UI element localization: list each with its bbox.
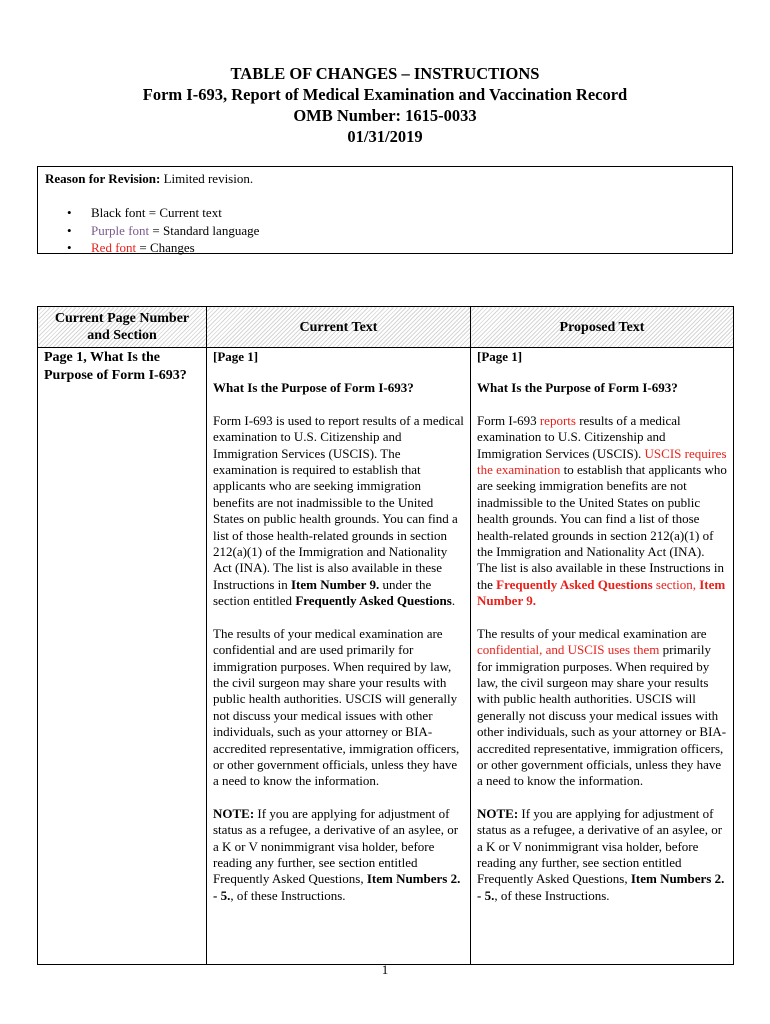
proposed-note — [477, 806, 727, 904]
current-note-label: NOTE: — [213, 805, 255, 821]
proposed-note-text: If you are applying for adjustment of status as a refugee, a derivative of an asylee, or a K or V nonimmigrant visa holder, before reading any further, see section entitled Frequently Asked Questions, — [477, 805, 723, 887]
proposed-p1-faq-ref: Frequently Asked Questions — [496, 576, 653, 592]
page-number: 1 — [381, 962, 389, 977]
current-p1-end: . — [451, 593, 456, 609]
proposed-text-cell — [471, 348, 734, 965]
proposed-p1-c: to establish that applicants who are seeking immigration benefits are not inadmissible to the United States on public health grounds. You can find a list of those health-related grounds in section 212(a)(1) of the Immigration and Nationality Act (INA). The list is also available in these Instructions in the — [477, 462, 727, 592]
column-header-proposed: Proposed Text — [471, 307, 734, 348]
header-title: TABLE OF CHANGES – INSTRUCTIONS — [230, 64, 540, 83]
proposed-p2-change: confidential, and USCIS uses them — [477, 642, 660, 658]
legend-item-red — [45, 239, 725, 257]
bullet-icon: • — [67, 240, 72, 255]
proposed-p1-b: results of a medical examination to U.S. Citizenship and Immigration Services (USCIS). — [477, 412, 681, 461]
column-header-current: Current Text — [207, 307, 471, 348]
current-p1-faq-ref: Frequently Asked Questions — [295, 593, 452, 609]
proposed-note-item-ref: Item Numbers 2. - 5. — [477, 871, 725, 903]
current-text-cell — [207, 348, 471, 965]
proposed-page-ref: [Page 1] — [477, 349, 523, 364]
proposed-p1-change-2: USCIS requires the examination — [477, 445, 727, 478]
legend-purple-desc: = Standard language — [149, 222, 260, 238]
current-note — [213, 806, 464, 904]
legend-red-desc: = Changes — [136, 240, 195, 255]
section-cell: Page 1, What Is the Purpose of Form I-693? — [38, 348, 207, 965]
proposed-note-label: NOTE: — [477, 805, 519, 821]
legend-red-label: Red font — [91, 240, 137, 255]
proposed-paragraph-1 — [477, 413, 727, 610]
reason-for-revision-box — [37, 166, 733, 254]
current-paragraph-1 — [213, 413, 464, 610]
current-page-ref: [Page 1] — [213, 349, 259, 364]
proposed-p1-a: Form I-693 — [477, 412, 540, 428]
legend-item-purple — [45, 222, 725, 240]
current-note-end: , of these Instructions. — [230, 887, 346, 903]
table-row — [38, 348, 734, 965]
font-legend — [45, 204, 725, 257]
legend-black-desc: = Current text — [145, 205, 222, 220]
current-p1-text: Form I-693 is used to report results of a medical examination to U.S. Citizenship and Immigration Services (USCIS). The examination is required to establish that applicants who are seeking immigration benefits are not inadmissible to the United States on public health grounds. You can find a list of those health-related grounds in section 212(a)(1) of the Immigration and Nationality Act (INA). The list is also available in these Instructions in — [213, 412, 464, 592]
column-header-section: Current Page Number and Section — [38, 307, 207, 348]
legend-purple-label: Purple font — [91, 222, 150, 238]
current-question: What Is the Purpose of Form I-693? — [213, 380, 414, 396]
proposed-p1-change-1: reports — [539, 412, 576, 428]
header-omb-number: OMB Number: 1615-0033 — [293, 106, 477, 125]
current-note-text: If you are applying for adjustment of status as a refugee, a derivative of an asylee, or a K or V nonimmigrant visa holder, before reading any further, see section entitled Frequently Asked Questions, — [213, 805, 459, 887]
legend-item-black — [45, 204, 725, 222]
changes-table — [37, 306, 734, 965]
legend-black-label: Black font — [91, 205, 146, 220]
current-p1-item-ref: Item Number 9. — [291, 576, 380, 592]
proposed-p1-item-ref: Item Number 9. — [477, 576, 726, 609]
proposed-note-end: , of these Instructions. — [494, 887, 610, 903]
document-header — [0, 63, 770, 147]
current-note-item-ref: Item Numbers 2. - 5. — [213, 871, 461, 903]
proposed-p1-change-3: section, — [652, 576, 700, 592]
current-p1-mid: under the section entitled — [213, 576, 432, 609]
proposed-p2-a: The results of your medical examination are — [477, 625, 707, 641]
bullet-icon: • — [67, 222, 72, 238]
proposed-paragraph-2 — [477, 626, 727, 790]
reason-value: Limited revision. — [160, 171, 254, 186]
header-form-name: Form I-693, Report of Medical Examination and Vaccination Record — [142, 85, 628, 104]
bullet-icon: • — [67, 205, 72, 220]
header-date: 01/31/2019 — [347, 127, 423, 146]
proposed-p2-b: primarily for immigration purposes. When required by law, the civil surgeon may share your results with public health authorities. USCIS will generally not discuss your medical issues with other individuals, such as your attorney or BIA-accredited representative, immigration officers, or other government officials, unless they have a need to know the information. — [477, 642, 727, 789]
table-header-row — [38, 307, 734, 348]
current-paragraph-2: The results of your medical examination are confidential and are used primarily for immigration purposes. When required by law, the civil surgeon may share your results with public health authorities. USCIS will generally not discuss your medical issues with other individuals, such as your attorney or BIA-accredited representative, immigration officers, or other government officials, unless they have a need to know the information. — [213, 625, 460, 789]
reason-line — [45, 170, 725, 188]
reason-label: Reason for Revision: — [45, 171, 161, 186]
proposed-question: What Is the Purpose of Form I-693? — [477, 380, 678, 396]
